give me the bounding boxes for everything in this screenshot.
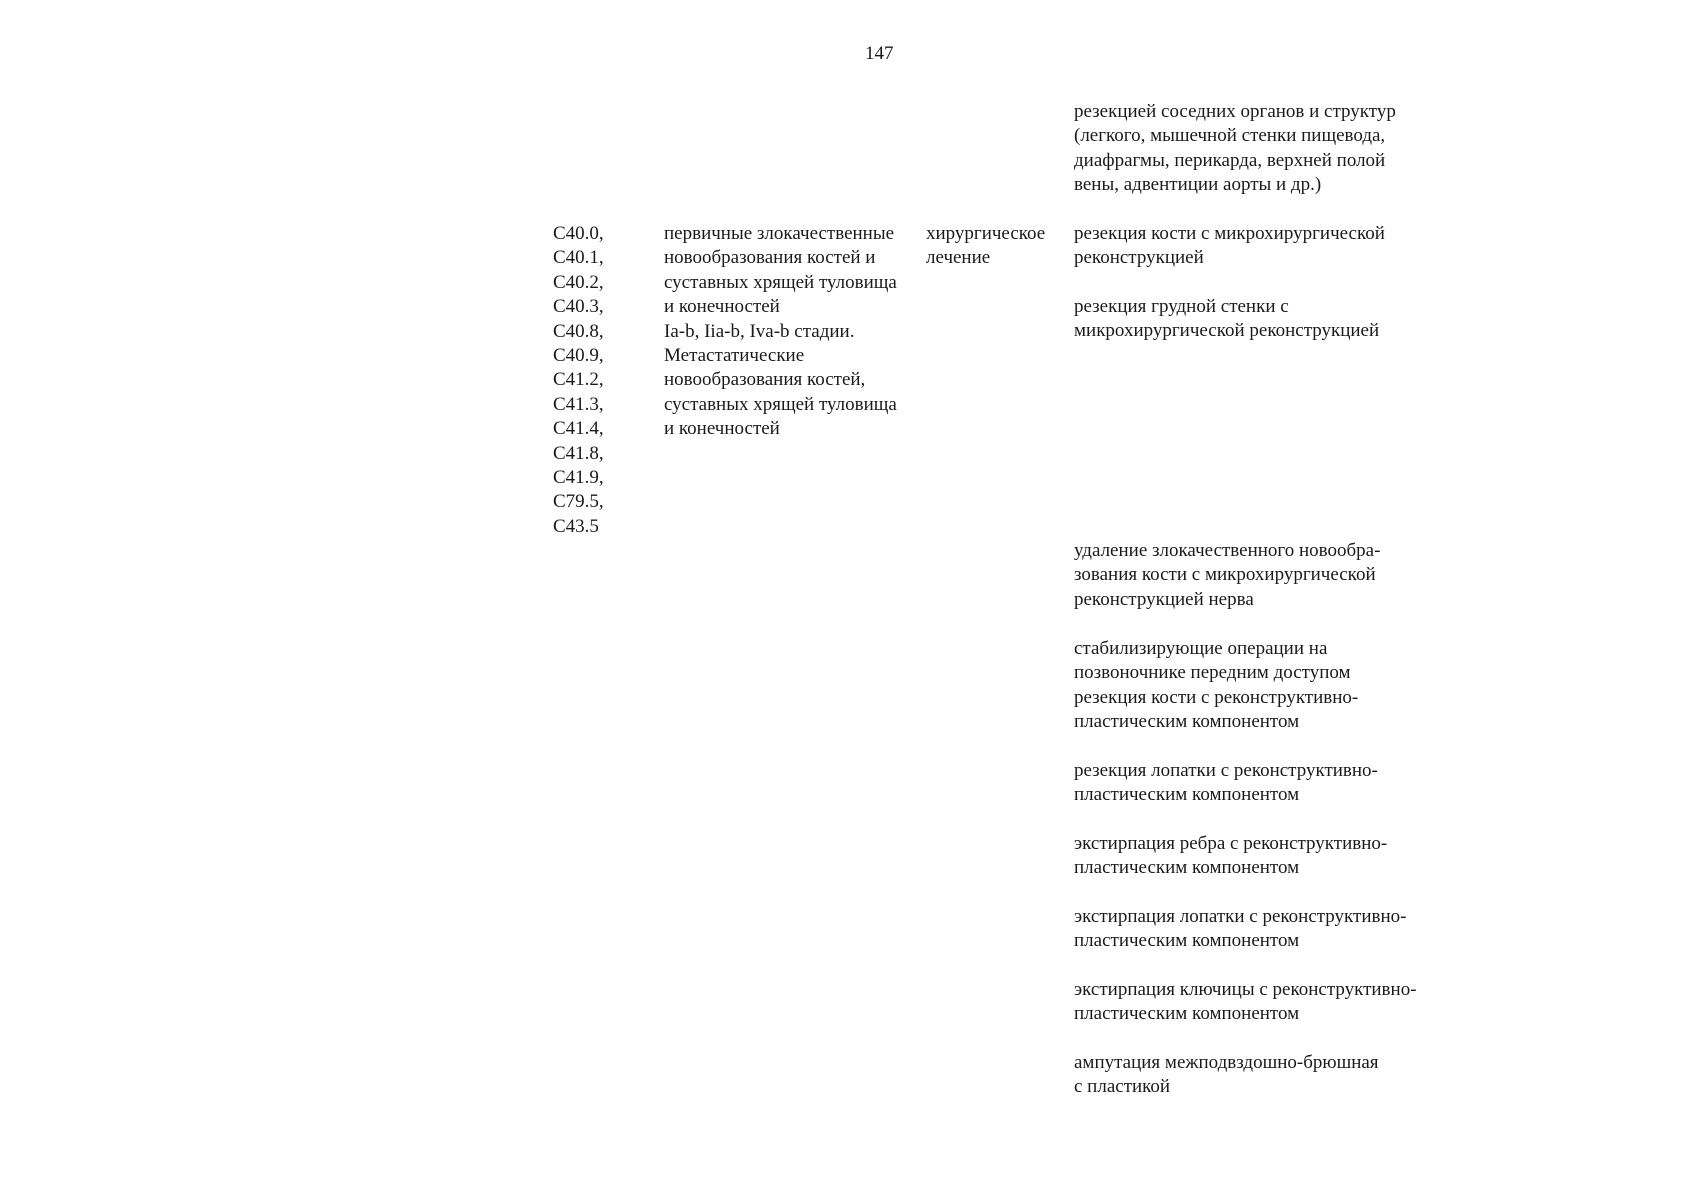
treatment-type: хирургическое лечение xyxy=(926,223,1046,269)
method-item: экстирпация лопатки с реконструктивно- пластическим компонентом xyxy=(1074,906,1407,952)
method-item: стабилизирующие операции на позвоночнике передним доступом резекция кости с реконструктивно- пластическим компонентом xyxy=(1074,638,1359,733)
method-item: резекция лопатки с реконструктивно- пластическим компонентом xyxy=(1074,760,1378,806)
icd-codes: C40.0, C40.1, C40.2, C40.3, C40.8, C40.9, C41.2, C41.3, C41.4, C41.8, C41.9, C79.5, C43.5 xyxy=(553,223,604,537)
continued-method-text: резекцией соседних органов и структур (легкого, мышечной стенки пищевода, диафрагмы, перикарда, верхней полой вены, адвентиции аорты и др.) xyxy=(1074,101,1396,196)
diagnosis-text: первичные злокачественные новообразования костей и суставных хрящей туловища и конечностей Ia-b, Iia-b, Iva-b стадии. Метастатические новообразования костей, суставных хрящей туловища и конечностей xyxy=(664,223,897,440)
method-item: ампутация межподвздошно-брюшная с пластикой xyxy=(1074,1052,1379,1098)
page-number: 147 xyxy=(865,43,894,64)
method-item: резекция грудной стенки с микрохирургической реконструкцией xyxy=(1074,296,1380,342)
method-item: удаление злокачественного новообра- зования кости с микрохирургической реконструкцией нерва xyxy=(1074,540,1381,610)
method-item: экстирпация ребра с реконструктивно- пластическим компонентом xyxy=(1074,833,1388,879)
method-item: резекция кости с микрохирургической реконструкцией xyxy=(1074,223,1385,269)
method-item: экстирпация ключицы с реконструктивно- пластическим компонентом xyxy=(1074,979,1417,1025)
